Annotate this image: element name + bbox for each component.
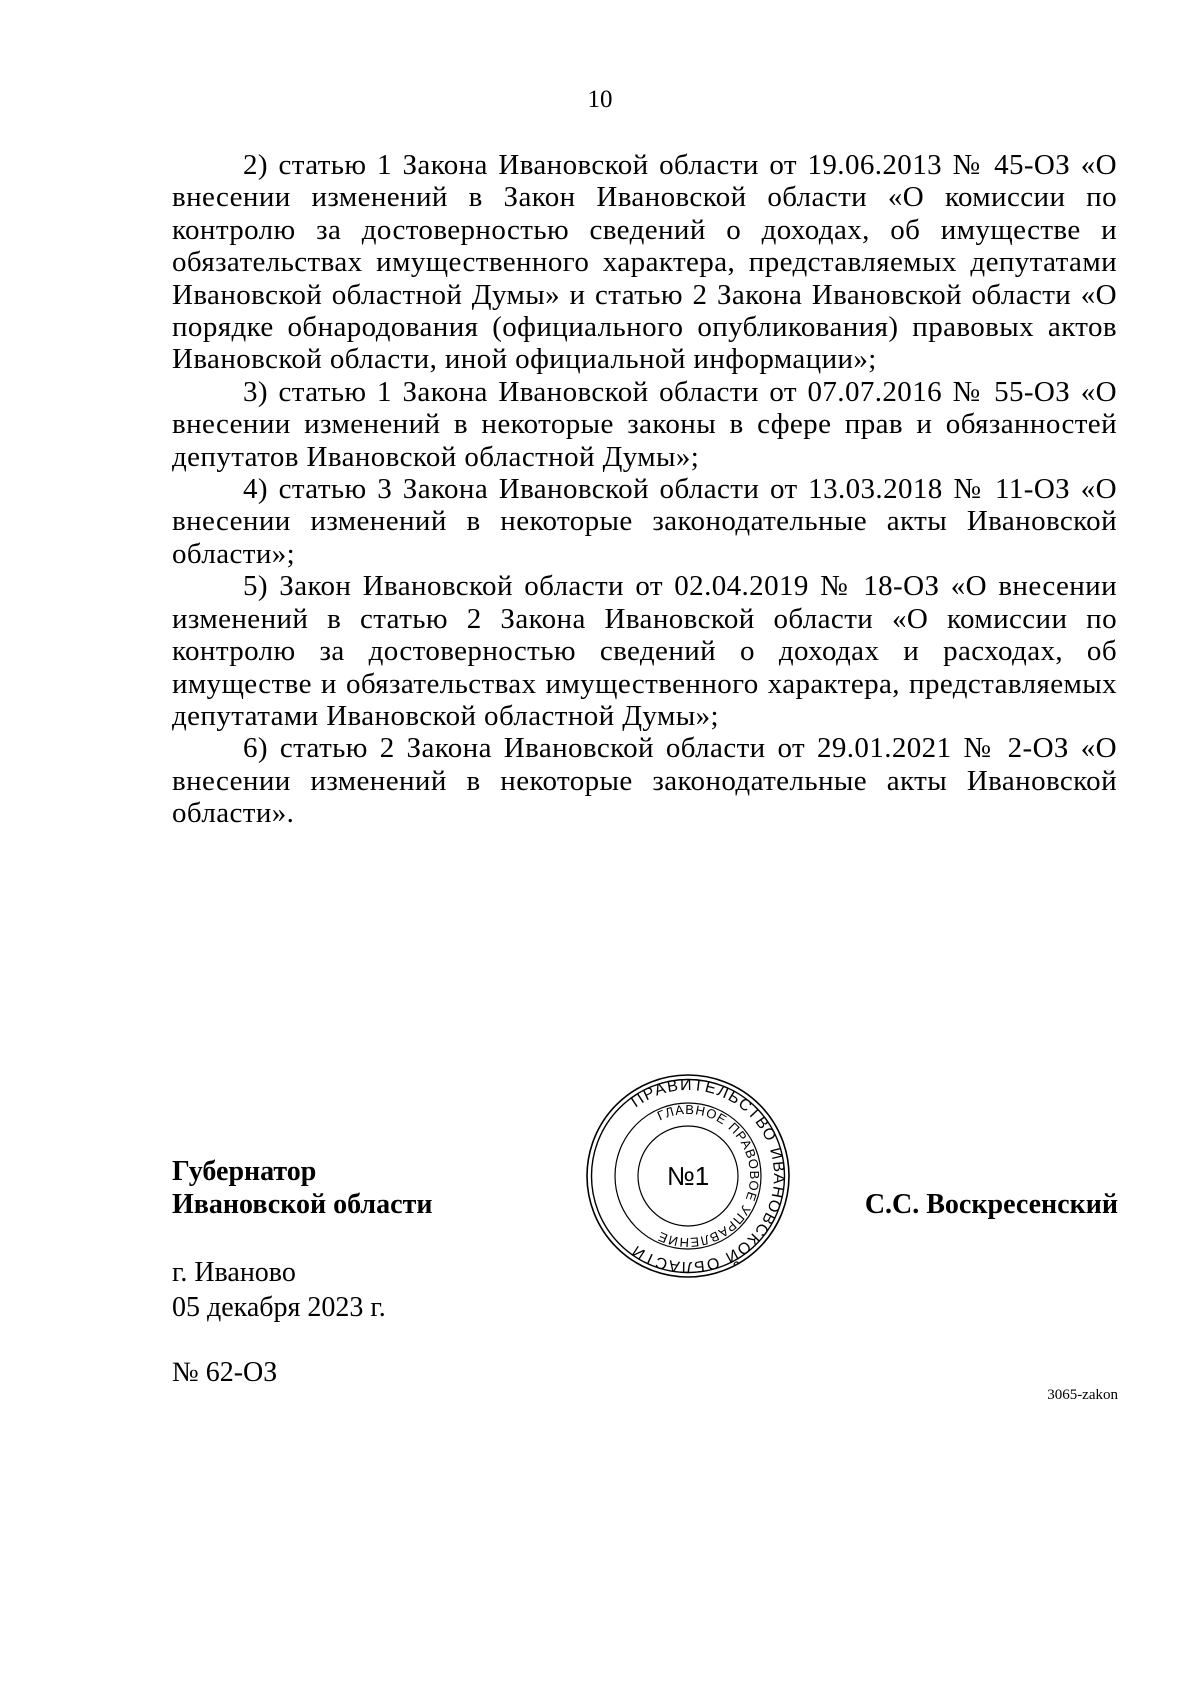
document-body [172, 149, 1117, 830]
law-number: № 62-ОЗ [172, 1357, 278, 1388]
signatory-title-line-1: Губернатор [172, 1156, 317, 1187]
official-stamp [583, 1071, 793, 1281]
page-number: 10 [587, 86, 613, 113]
paragraph-item-5: 5) Закон Ивановской области от 02.04.2019 № 18-ОЗ «О внесении изменений в статью 2 Закона Ивановской области «О комиссии по контролю за достоверностью сведений о доходах и расходах, об имуществе и обязательствах имущественного характера, представляемых депутатами Ивановской областной Думы»; [172, 570, 1117, 732]
signatory-title [172, 1155, 432, 1221]
city: г. Иваново [172, 1257, 296, 1288]
signing-date: 05 декабря 2023 г. [172, 1292, 386, 1323]
paragraph-item-3: 3) статью 1 Закона Ивановской области от 07.07.2016 № 55-ОЗ «О внесении изменений в некоторые законы в сфере прав и обязанностей депутатов Ивановской областной Думы»; [172, 375, 1117, 473]
signatory-name: С.С. Воскресенский [864, 1189, 1118, 1220]
stamp-outer-text: ПРАВИТЕЛЬСТВО ИВАНОВСКОЙ ОБЛАСТИ [628, 1076, 788, 1276]
document-code: 3065-zakon [1047, 1387, 1118, 1403]
paragraph-item-4: 4) статью 3 Закона Ивановской области от 13.03.2018 № 11-ОЗ «О внесении изменений в некоторые законодательные акты Ивановской области»; [172, 473, 1117, 570]
stamp-inner-text: ГЛАВНОЕ ПРАВОВОЕ УПРАВЛЕНИЕ [654, 1101, 763, 1251]
paragraph-item-6: 6) статью 2 Закона Ивановской области от 29.01.2021 № 2-ОЗ «О внесении изменений в некоторые законодательные акты Ивановской области». [172, 732, 1117, 830]
place-and-date [172, 1255, 386, 1325]
paragraph-item-2: 2) статью 1 Закона Ивановской области от 19.06.2013 № 45-ОЗ «О внесении изменений в Закон Ивановской области «О комиссии по контролю за достоверностью сведений о доходах, об имуществе и обязательствах имущественного характера, представляемых депутатами Ивановской областной Думы» и статью 2 Закона Ивановской области «О порядке обнародования (официального опубликования) правовых актов Ивановской области, иной официальной информации»; [172, 149, 1117, 376]
stamp-center-text: №1 [666, 1161, 710, 1191]
signatory-title-line-2: Ивановской области [172, 1189, 433, 1220]
